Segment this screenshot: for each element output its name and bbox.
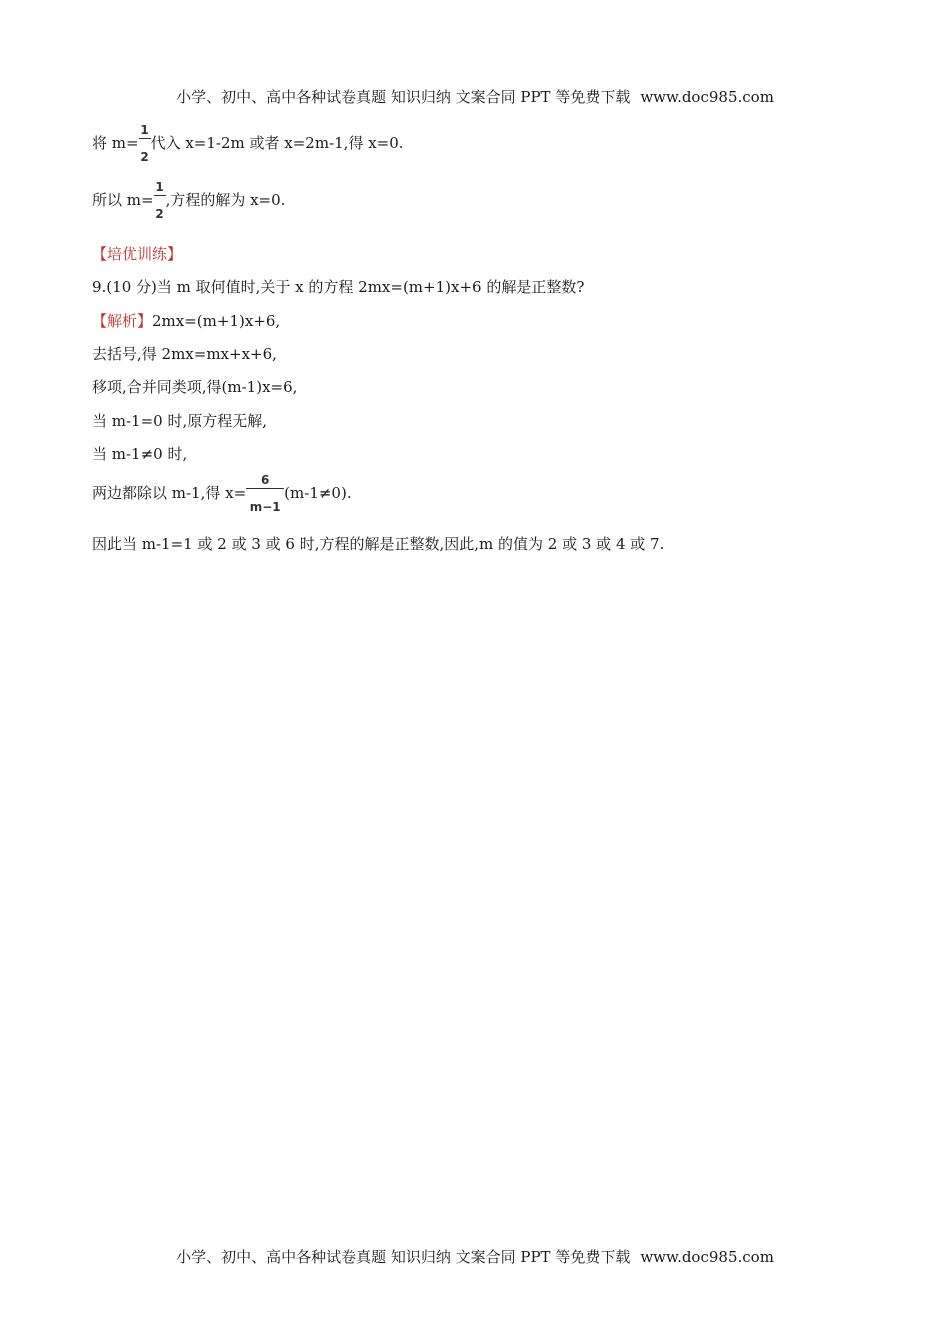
fraction-denominator: 2 [140, 150, 149, 164]
section-heading: 【培优训练】 [92, 245, 183, 263]
step-no-solution: 当 m-1=0 时,原方程无解, [92, 412, 268, 430]
line-substitute-pre: 将 m= [92, 134, 139, 152]
page-footer [0, 1246, 950, 1267]
step-combine-terms: 移项,合并同类项,得(m-1)x=6, [92, 378, 298, 396]
fraction-numerator: 6 [246, 473, 284, 489]
fraction-six-over-m-minus-1 [246, 473, 284, 514]
line-therefore-pre: 所以 m= [92, 191, 154, 209]
question-9: 9.(10 分)当 m 取何值时,关于 x 的方程 2mx=(m+1)x+6 的解是正整数? [92, 278, 585, 296]
step-divide [92, 473, 352, 514]
header-text: 小学、初中、高中各种试卷真题 知识归纳 文案合同 PPT 等免费下载 [176, 88, 631, 106]
line-therefore-post: ,方程的解为 x=0. [165, 191, 286, 209]
step-nonzero: 当 m-1≠0 时, [92, 445, 188, 463]
step-remove-brackets: 去括号,得 2mx=mx+x+6, [92, 345, 277, 363]
fraction-denominator: 2 [155, 207, 164, 221]
step-divide-post: (m-1≠0). [284, 484, 352, 502]
header-site[interactable]: www.doc985.com [640, 88, 774, 106]
solution-first-line [92, 311, 280, 331]
fraction-numerator: 1 [155, 180, 164, 194]
line-therefore [92, 180, 286, 221]
footer-site[interactable]: www.doc985.com [640, 1248, 774, 1266]
step-divide-pre: 两边都除以 m-1,得 x= [92, 484, 247, 502]
line-substitute [92, 123, 404, 164]
fraction-one-half [154, 180, 166, 221]
fraction-denominator: m−1 [249, 500, 281, 514]
footer-text: 小学、初中、高中各种试卷真题 知识归纳 文案合同 PPT 等免费下载 [176, 1248, 631, 1266]
fraction-numerator: 1 [140, 123, 149, 137]
solution-label: 【解析】 [92, 312, 153, 330]
page-header [0, 86, 950, 107]
line-substitute-post: 代入 x=1-2m 或者 x=2m-1,得 x=0. [150, 134, 404, 152]
conclusion: 因此当 m-1=1 或 2 或 3 或 6 时,方程的解是正整数,因此,m 的值为 2 或 3 或 4 或 7. [92, 535, 665, 553]
fraction-one-half [139, 123, 151, 164]
solution-equation: 2mx=(m+1)x+6, [152, 312, 281, 330]
